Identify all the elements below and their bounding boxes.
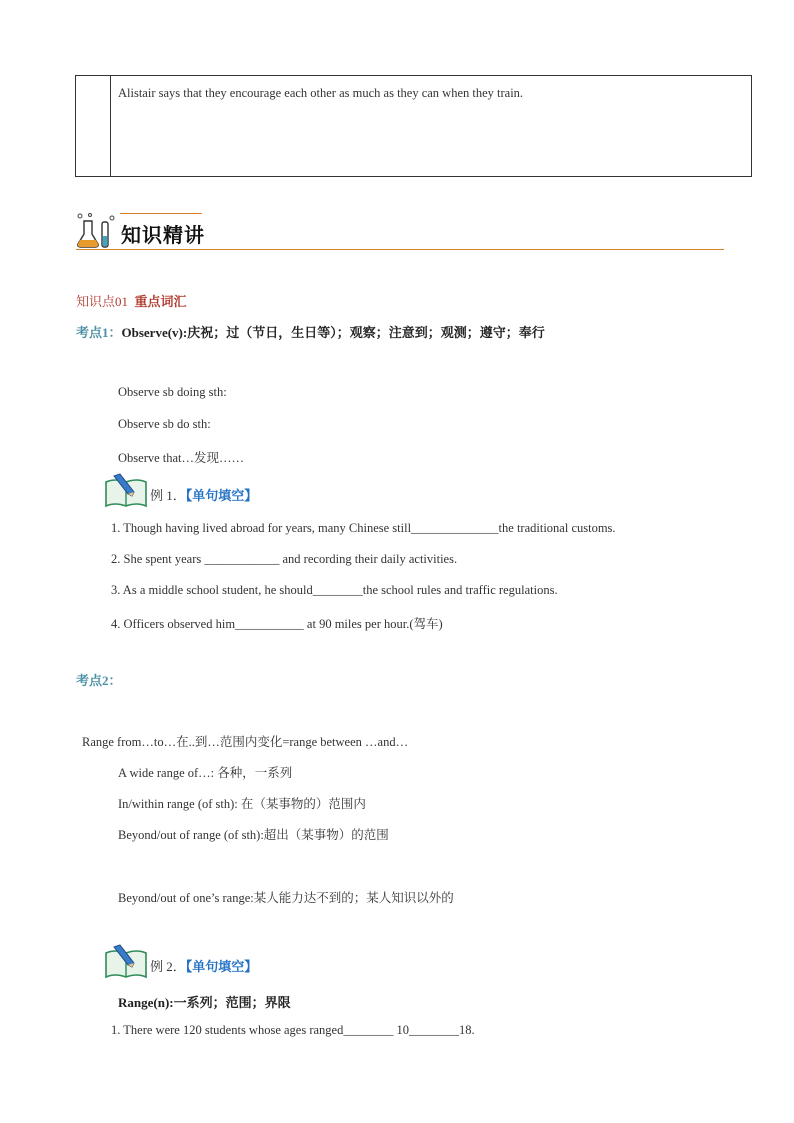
example1-title <box>150 485 257 504</box>
example1-item: 4. Officers observed him___________ at 90 miles per hour.(驾车) <box>111 617 443 631</box>
knowledge-point-heading <box>76 291 187 310</box>
example1-tag: 【单句填空】 <box>185 488 258 503</box>
example2-heading: Range(n):一系列；范围；界限 <box>118 995 291 1010</box>
book-pencil-icon <box>104 472 148 508</box>
example1-label: 例 1． <box>150 488 186 503</box>
kaodian2-line: A wide range of…: 各种，一系列 <box>118 766 293 780</box>
example2-label: 例 2． <box>150 959 186 974</box>
kaodian1-line: Observe sb doing sth: <box>118 385 227 399</box>
kaodian2-line: In/within range (of sth): 在（某事物的）范围内 <box>118 797 366 811</box>
section-title: 知识精讲 <box>121 223 205 247</box>
kaodian1-heading <box>76 322 545 342</box>
example2-tag: 【单句填空】 <box>185 959 258 974</box>
example2-item: 1. There were 120 students whose ages ranged________ 10________18. <box>111 1023 475 1037</box>
example1-item: 2. She spent years ____________ and recording their daily activities. <box>111 552 458 566</box>
kaodian1-label: 考点1： <box>76 325 122 340</box>
knowledge-point-title: 重点词汇 <box>134 294 187 309</box>
example1-item: 3. As a middle school student, he should________the school rules and traffic regulations. <box>111 583 558 597</box>
kaodian1-line: Observe sb do sth: <box>118 417 211 431</box>
section-underline <box>76 249 724 250</box>
kaodian1-line: Observe that…发现…… <box>118 451 245 465</box>
kaodian2-label: 考点2： <box>76 673 122 688</box>
book-pencil-icon <box>104 943 148 979</box>
example1-item: 1. Though having lived abroad for years, many Chinese still______________the traditional customs. <box>111 521 616 535</box>
kaodian2-line: Beyond/out of range (of sth):超出（某事物）的范围 <box>118 828 389 842</box>
knowledge-point-label: 知识点01 <box>76 294 129 309</box>
lab-flask-icon <box>76 212 116 248</box>
kaodian2-line: Beyond/out of one’s range:某人能力达不到的；某人知识以外的 <box>118 891 454 905</box>
example2-title <box>150 956 257 975</box>
table-column-divider <box>110 76 111 176</box>
table-sentence: Alistair says that they encourage each other as much as they can when they train. <box>118 86 524 100</box>
kaodian2-line: Range from…to…在..到…范围内变化=range between …and… <box>82 735 409 749</box>
section-accent-line <box>120 213 202 214</box>
sentence-table <box>75 75 752 177</box>
kaodian1-title: Observe(v):庆祝；过（节日，生日等）；观察；注意到；观测；遵守；奉行 <box>121 325 545 340</box>
